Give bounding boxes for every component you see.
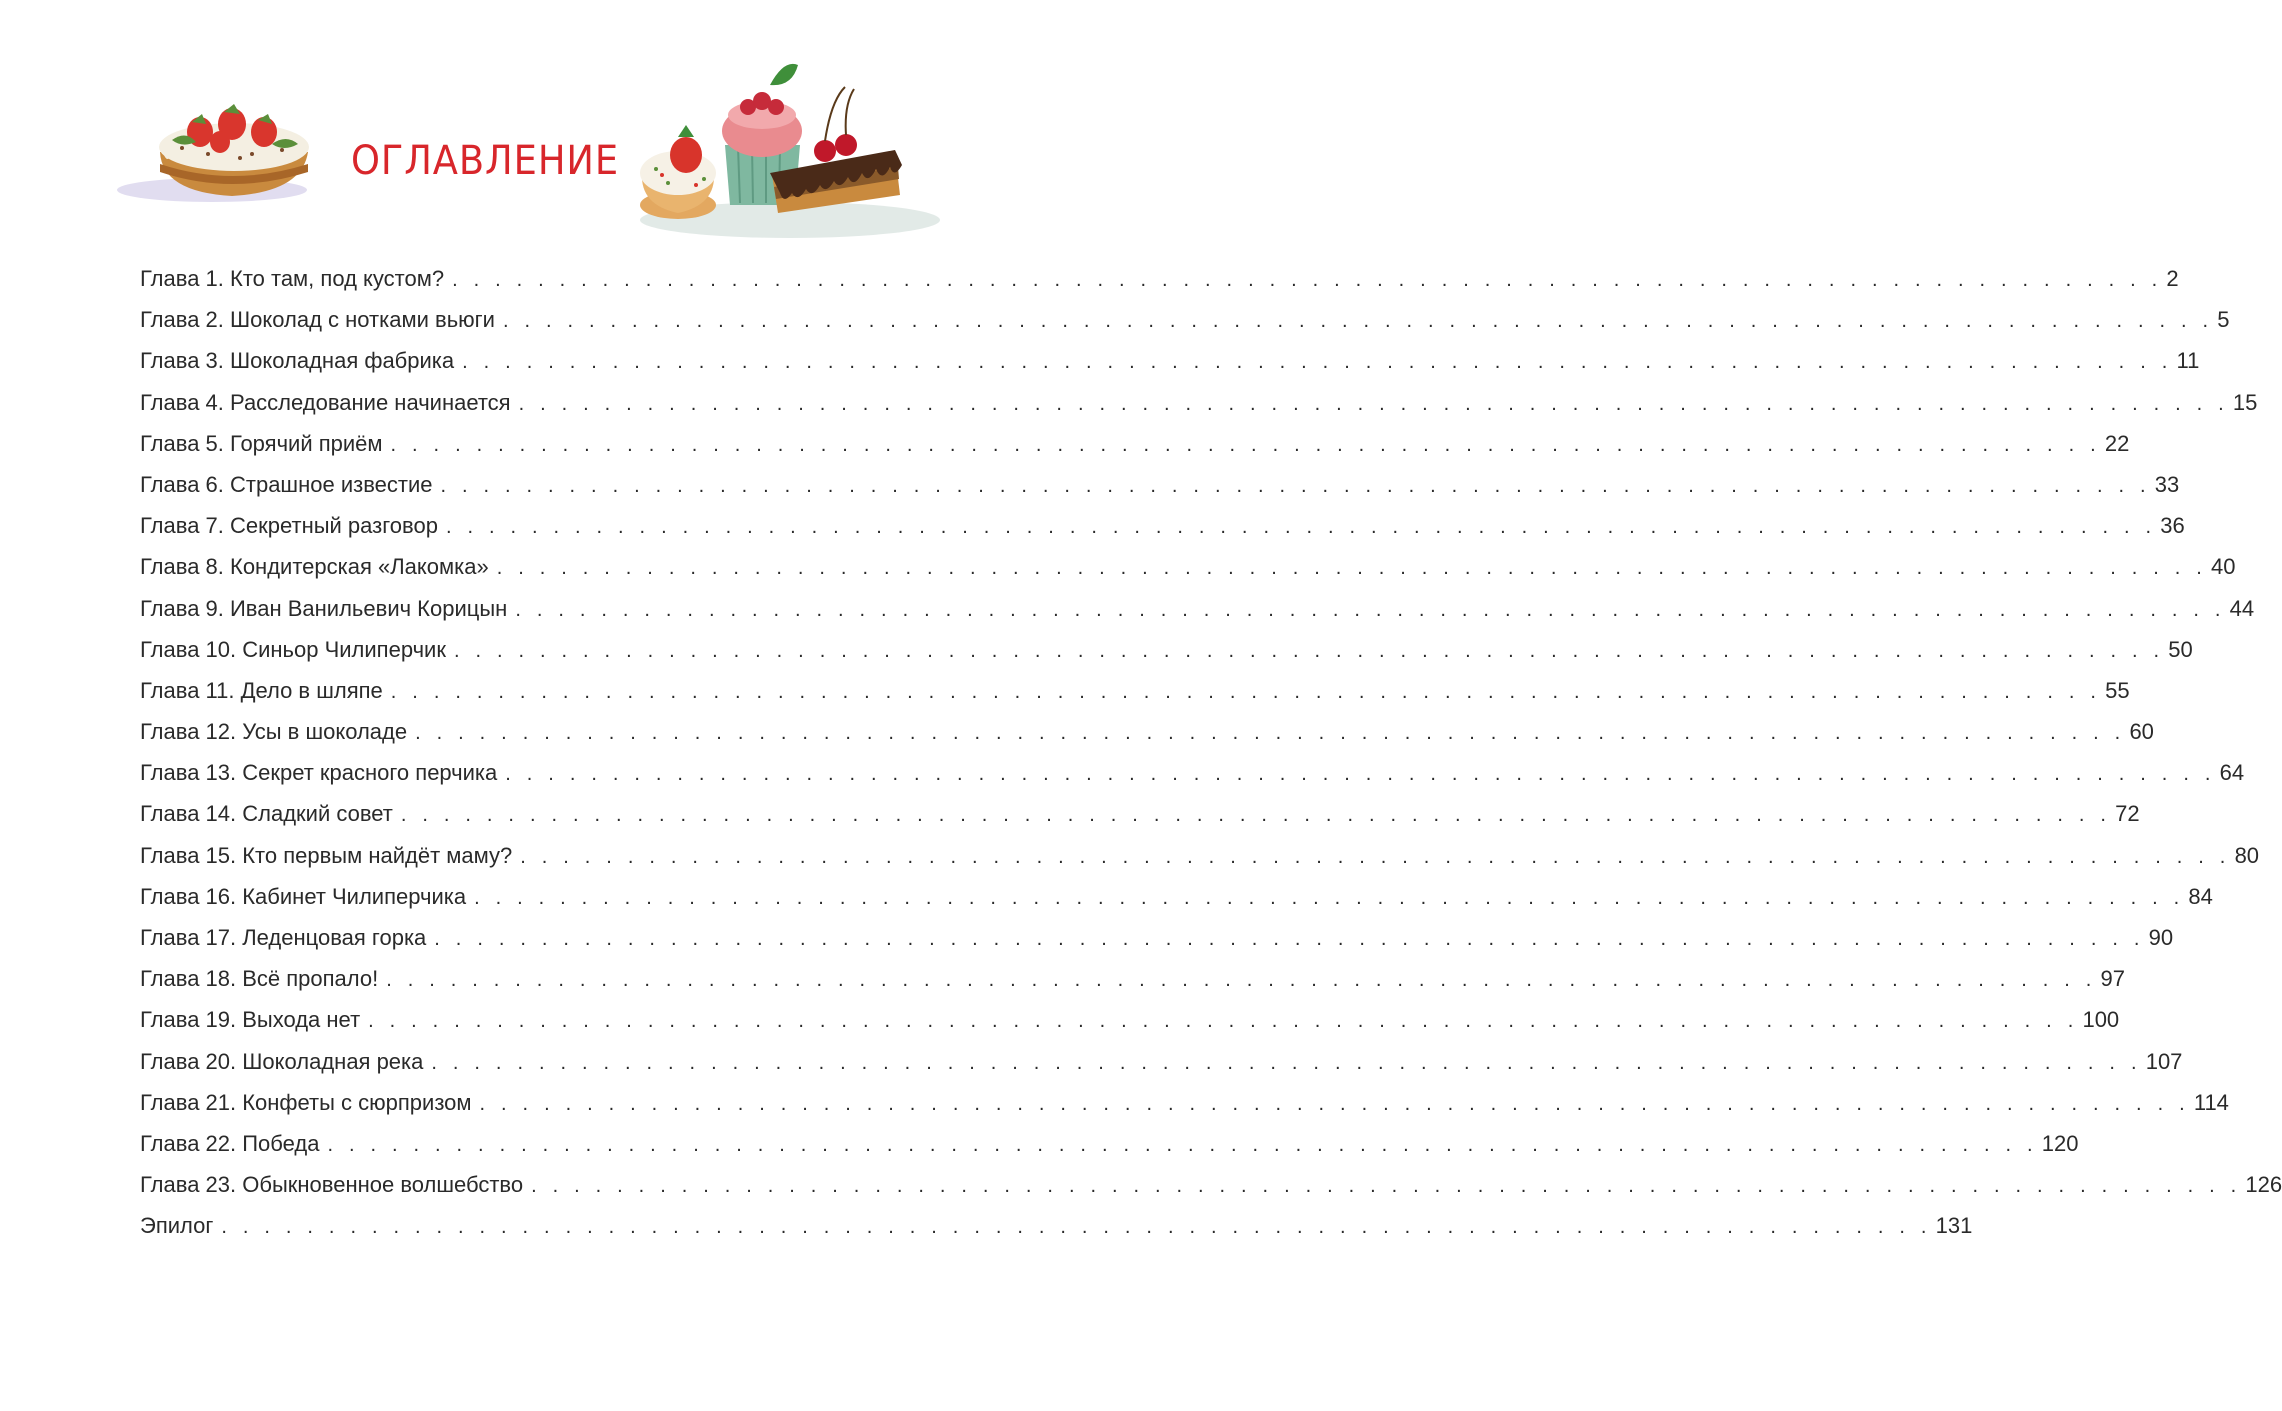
toc-leader-dots: . . . . . . . . . . . . . . . . . . . . . . . . . . . . . . . . . . . . . . . . . . . . . . . . . . . . . . . . . . . . . . . . . . . . . . . . . . . . . . . . bbox=[453, 639, 2165, 662]
toc-entry[interactable] bbox=[140, 546, 2236, 587]
toc-entry-page: 44 bbox=[2229, 595, 2255, 621]
toc-entry-title: Глава 10. Синьор Чилиперчик bbox=[140, 636, 446, 662]
toc-leader-dots: . . . . . . . . . . . . . . . . . . . . . . . . . . . . . . . . . . . . . . . . . . . . . . . . . . . . . . . . . . . . . . . . . . . . . . . . . . . . . . . . bbox=[400, 804, 2112, 827]
toc-entry-page: 64 bbox=[2219, 760, 2245, 786]
cupcakes-illustration bbox=[620, 55, 945, 250]
toc-leader-dots: . . . . . . . . . . . . . . . . . . . . . . . . . . . . . . . . . . . . . . . . . . . . . . . . . . . . . . . . . . . . . . . . . . . . . . . . . . . . . . . . bbox=[520, 845, 2231, 868]
toc-entry-page: 11 bbox=[2176, 348, 2200, 374]
toc-entry-title: Глава 13. Секрет красного перчика bbox=[140, 760, 498, 786]
table-of-contents bbox=[140, 258, 2282, 1247]
toc-entry-page: 126 bbox=[2245, 1172, 2282, 1198]
toc-entry-page: 114 bbox=[2193, 1089, 2229, 1115]
toc-entry[interactable] bbox=[140, 1082, 2229, 1123]
toc-entry-page: 36 bbox=[2160, 513, 2185, 539]
page-title: ОГЛАВЛЕНИЕ bbox=[350, 138, 620, 184]
toc-entry-title: Глава 20. Шоколадная река bbox=[140, 1048, 424, 1074]
toc-entry-title: Глава 7. Секретный разговор bbox=[140, 513, 438, 539]
toc-entry-title: Глава 3. Шоколадная фабрика bbox=[140, 348, 455, 374]
toc-leader-dots: . . . . . . . . . . . . . . . . . . . . . . . . . . . . . . . . . . . . . . . . . . . . . . . . . . . . . . . . . . . . . . . . . . . . . . . . . . . . . . . . bbox=[368, 1010, 2079, 1033]
toc-entry-title: Глава 11. Дело в шляпе bbox=[140, 677, 383, 703]
toc-entry-page: 107 bbox=[2145, 1048, 2183, 1074]
toc-entry-page: 22 bbox=[2104, 430, 2130, 456]
toc-leader-dots: . . . . . . . . . . . . . . . . . . . . . . . . . . . . . . . . . . . . . . . . . . . . . . . . . . . . . . . . . . . . . . . . . . . . . . . . . . . . . . . . bbox=[462, 351, 2173, 374]
toc-leader-dots: . . . . . . . . . . . . . . . . . . . . . . . . . . . . . . . . . . . . . . . . . . . . . . . . . . . . . . . . . . . . . . . . . . . . . . . . . . . . . . . . bbox=[515, 598, 2226, 621]
toc-leader-dots: . . . . . . . . . . . . . . . . . . . . . . . . . . . . . . . . . . . . . . . . . . . . . . . . . . . . . . . . . . . . . . . . . . . . . . . . . . . . . . . . bbox=[452, 269, 2163, 291]
toc-entry[interactable] bbox=[140, 258, 2179, 299]
toc-entry-title: Глава 17. Леденцовая горка bbox=[140, 925, 427, 950]
toc-entry[interactable] bbox=[140, 1205, 1973, 1246]
toc-entry[interactable] bbox=[140, 340, 2200, 381]
toc-entry[interactable] bbox=[140, 299, 2230, 340]
toc-entry-page: 33 bbox=[2154, 471, 2180, 497]
toc-entry-title: Глава 19. Выхода нет bbox=[140, 1007, 361, 1033]
toc-entry-title: Глава 9. Иван Ванильевич Корицын bbox=[140, 595, 508, 621]
toc-entry[interactable] bbox=[140, 1123, 2079, 1164]
toc-leader-dots: . . . . . . . . . . . . . . . . . . . . . . . . . . . . . . . . . . . . . . . . . . . . . . . . . . . . . . . . . . . . . . . . . . . . . . . . . . . . . . . . bbox=[496, 557, 2208, 580]
toc-entry[interactable] bbox=[140, 670, 2130, 711]
strawberry-cake-illustration bbox=[112, 92, 317, 212]
toc-entry-title: Глава 16. Кабинет Чилиперчика bbox=[140, 883, 467, 909]
toc-leader-dots: . . . . . . . . . . . . . . . . . . . . . . . . . . . . . . . . . . . . . . . . . . . . . . . . . . . . . . . . . . . . . . . . . . . . . . . . . . . . . . . . bbox=[445, 516, 2157, 539]
toc-entry-page: 84 bbox=[2188, 883, 2213, 909]
toc-entry-page: 60 bbox=[2129, 719, 2154, 745]
toc-entry-title: Глава 18. Всё пропало! bbox=[140, 966, 379, 992]
toc-leader-dots: . . . . . . . . . . . . . . . . . . . . . . . . . . . . . . . . . . . . . . . . . . . . . . . . . . . . . . . . . . . . . . . . . . . . . . . . . . . . . . . . bbox=[474, 886, 2185, 909]
toc-leader-dots: . . . . . . . . . . . . . . . . . . . . . . . . . . . . . . . . . . . . . . . . . . . . . . . . . . . . . . . . . . . . . . . . . . . . . . . . . . . . . . . . bbox=[479, 1092, 2190, 1115]
toc-entry-page: 15 bbox=[2232, 389, 2258, 415]
toc-leader-dots: . . . . . . . . . . . . . . . . . . . . . . . . . . . . . . . . . . . . . . . . . . . . . . . . . . . . . . . . . . . . . . . . . . . . . . . . . . . . . . . . bbox=[415, 722, 2126, 745]
toc-entry-title: Глава 12. Усы в шоколаде bbox=[140, 719, 408, 745]
toc-entry-title: Глава 4. Расследование начинается bbox=[140, 389, 511, 415]
toc-leader-dots: . . . . . . . . . . . . . . . . . . . . . . . . . . . . . . . . . . . . . . . . . . . . . . . . . . . . . . . . . . . . . . . . . . . . . . . . . . . . . . . . bbox=[518, 392, 2229, 415]
toc-entry-title: Глава 14. Сладкий совет bbox=[140, 801, 393, 827]
toc-entry-page: 90 bbox=[2148, 925, 2174, 950]
toc-entry-page: 131 bbox=[1935, 1213, 1973, 1239]
toc-entry[interactable] bbox=[140, 505, 2185, 546]
toc-entry-title: Глава 5. Горячий приём bbox=[140, 430, 383, 456]
toc-entry[interactable] bbox=[140, 999, 2120, 1040]
toc-entry-page: 97 bbox=[2100, 966, 2126, 992]
toc-leader-dots: . . . . . . . . . . . . . . . . . . . . . . . . . . . . . . . . . . . . . . . . . . . . . . . . . . . . . . . . . . . . . . . . . . . . . . . . . . . . . . . . bbox=[431, 1051, 2142, 1074]
toc-entry[interactable] bbox=[140, 1041, 2183, 1082]
toc-leader-dots: . . . . . . . . . . . . . . . . . . . . . . . . . . . . . . . . . . . . . . . . . . . . . . . . . . . . . . . . . . . . . . . . . . . . . . . . . . . . . . . . bbox=[502, 310, 2214, 333]
toc-entry-page: 100 bbox=[2082, 1007, 2120, 1033]
toc-entry-page: 5 bbox=[2217, 307, 2230, 333]
toc-entry[interactable] bbox=[140, 917, 2174, 958]
toc-leader-dots: . . . . . . . . . . . . . . . . . . . . . . . . . . . . . . . . . . . . . . . . . . . . . . . . . . . . . . . . . . . . . . . . . . . . . . . . . . . . . . . . bbox=[390, 680, 2102, 703]
toc-entry-page: 120 bbox=[2041, 1130, 2079, 1156]
toc-leader-dots: . . . . . . . . . . . . . . . . . . . . . . . . . . . . . . . . . . . . . . . . . . . . . . . . . . . . . . . . . . . . . . . . . . . . . . . . . . . . . . . . bbox=[531, 1175, 2242, 1198]
toc-entry-title: Глава 1. Кто там, под кустом? bbox=[140, 266, 445, 291]
toc-entry-page: 50 bbox=[2168, 636, 2193, 662]
toc-entry[interactable] bbox=[140, 711, 2154, 752]
toc-leader-dots: . . . . . . . . . . . . . . . . . . . . . . . . . . . . . . . . . . . . . . . . . . . . . . . . . . . . . . . . . . . . . . . . . . . . . . . . . . . . . . . . bbox=[440, 474, 2151, 497]
toc-leader-dots: . . . . . . . . . . . . . . . . . . . . . . . . . . . . . . . . . . . . . . . . . . . . . . . . . . . . . . . . . . . . . . . . . . . . . . . . . . . . . . . . bbox=[505, 763, 2216, 786]
toc-entry[interactable] bbox=[140, 1164, 2282, 1205]
toc-entry-page: 2 bbox=[2166, 266, 2179, 291]
toc-leader-dots: . . . . . . . . . . . . . . . . . . . . . . . . . . . . . . . . . . . . . . . . . . . . . . . . . . . . . . . . . . . . . . . . . . . . . . . . . . . . . . . . bbox=[221, 1216, 1932, 1239]
toc-entry-title: Глава 23. Обыкновенное волшебство bbox=[140, 1172, 524, 1198]
toc-entry-title: Эпилог bbox=[140, 1213, 214, 1239]
toc-leader-dots: . . . . . . . . . . . . . . . . . . . . . . . . . . . . . . . . . . . . . . . . . . . . . . . . . . . . . . . . . . . . . . . . . . . . . . . . . . . . . . . . bbox=[434, 928, 2145, 950]
toc-entry[interactable] bbox=[140, 876, 2213, 917]
toc-entry-title: Глава 8. Кондитерская «Лакомка» bbox=[140, 554, 489, 580]
toc-entry-title: Глава 2. Шоколад с нотками вьюги bbox=[140, 307, 495, 333]
toc-leader-dots: . . . . . . . . . . . . . . . . . . . . . . . . . . . . . . . . . . . . . . . . . . . . . . . . . . . . . . . . . . . . . . . . . . . . . . . . . . . . . . . . bbox=[386, 969, 2097, 992]
toc-entry[interactable] bbox=[140, 958, 2126, 999]
toc-entry[interactable] bbox=[140, 752, 2245, 793]
toc-entry-page: 55 bbox=[2105, 677, 2130, 703]
toc-leader-dots: . . . . . . . . . . . . . . . . . . . . . . . . . . . . . . . . . . . . . . . . . . . . . . . . . . . . . . . . . . . . . . . . . . . . . . . . . . . . . . . . bbox=[390, 433, 2101, 456]
toc-entry[interactable] bbox=[140, 588, 2255, 629]
toc-entry-page: 40 bbox=[2211, 554, 2236, 580]
toc-leader-dots: . . . . . . . . . . . . . . . . . . . . . . . . . . . . . . . . . . . . . . . . . . . . . . . . . . . . . . . . . . . . . . . . . . . . . . . . . . . . . . . . bbox=[327, 1133, 2038, 1156]
toc-entry-page: 72 bbox=[2115, 801, 2140, 827]
toc-entry-title: Глава 15. Кто первым найдёт маму? bbox=[140, 842, 513, 868]
toc-entry[interactable] bbox=[140, 382, 2258, 423]
toc-entry-title: Глава 6. Страшное известие bbox=[140, 471, 433, 497]
toc-entry-title: Глава 22. Победа bbox=[140, 1130, 320, 1156]
toc-entry[interactable] bbox=[140, 464, 2180, 505]
toc-entry-title: Глава 21. Конфеты с сюрпризом bbox=[140, 1089, 472, 1115]
toc-entry[interactable] bbox=[140, 629, 2193, 670]
toc-entry[interactable] bbox=[140, 423, 2130, 464]
toc-entry-page: 80 bbox=[2234, 842, 2260, 868]
toc-entry[interactable] bbox=[140, 835, 2260, 876]
toc-entry[interactable] bbox=[140, 793, 2140, 834]
